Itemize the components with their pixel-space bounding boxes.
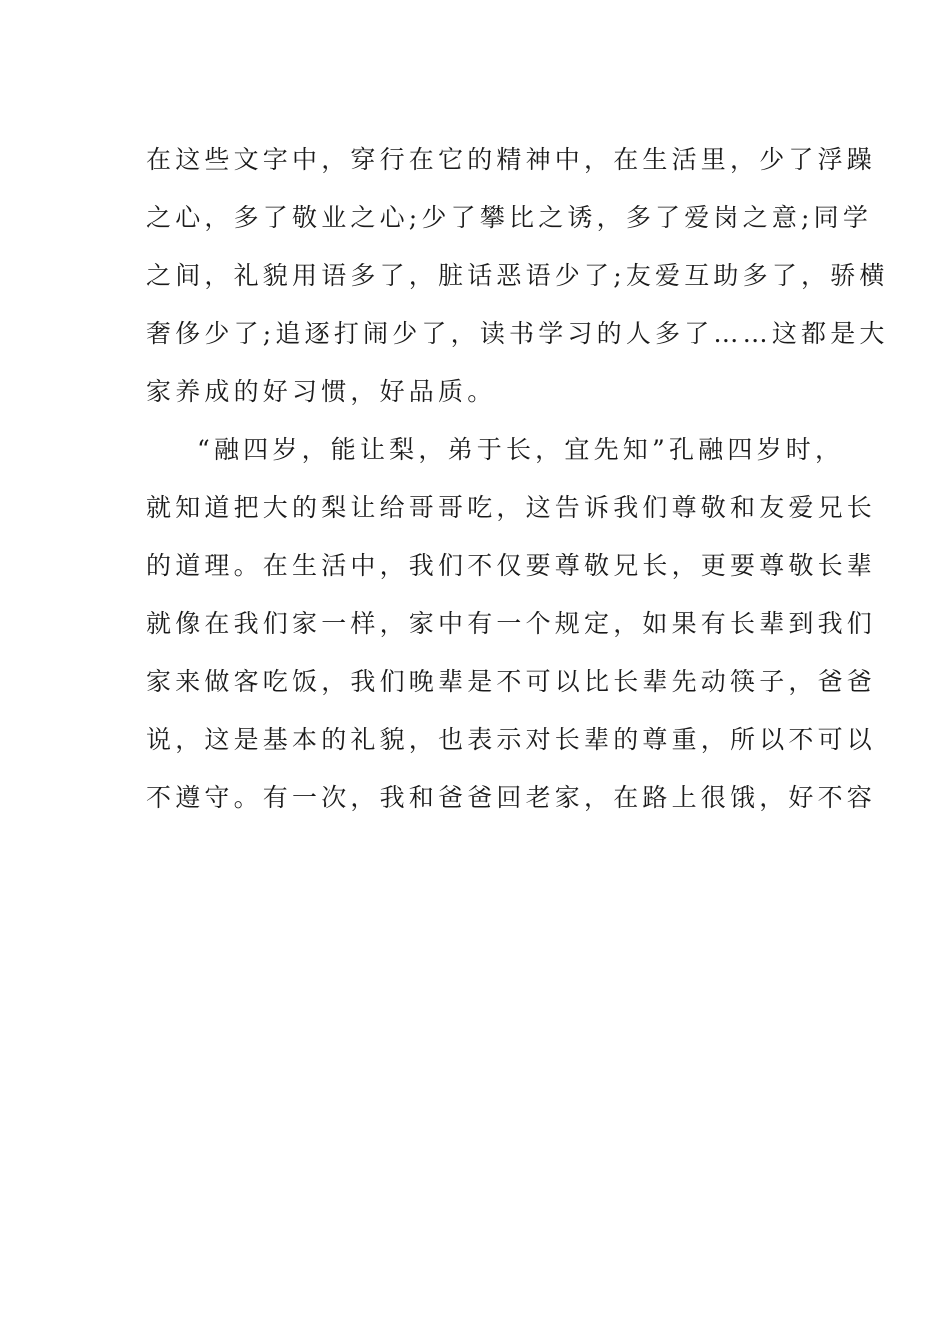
text-line: 家养成的好习惯，好品质。 [146,377,497,406]
text-line: 之心，多了敬业之心;少了攀比之诱，多了爱岗之意;同学 [146,203,873,232]
text-line: 不遵守。有一次，我和爸爸回老家，在路上很饿，好不容 [146,783,877,812]
text-line: 就像在我们家一样，家中有一个规定，如果有长辈到我们 [146,609,877,638]
text-line: 家来做客吃饭，我们晚辈是不可以比长辈先动筷子，爸爸 [146,667,877,696]
text-line: 在这些文字中，穿行在它的精神中，在生活里，少了浮躁 [146,145,877,174]
text-line: 奢侈少了;追逐打闹少了，读书学习的人多了……这都是大 [146,319,889,348]
text-line: 说，这是基本的礼貌，也表示对长辈的尊重，所以不可以 [146,725,877,754]
text-line: 的道理。在生活中，我们不仅要尊敬兄长，更要尊敬长辈 [146,551,877,580]
text-line: 之间，礼貌用语多了，脏话恶语少了;友爱互助多了，骄横 [146,261,889,290]
text-line: 就知道把大的梨让给哥哥吃，这告诉我们尊敬和友爱兄长 [146,493,877,522]
text-line: “融四岁，能让梨，弟于长，宜先知”孔融四岁时， [197,435,845,464]
